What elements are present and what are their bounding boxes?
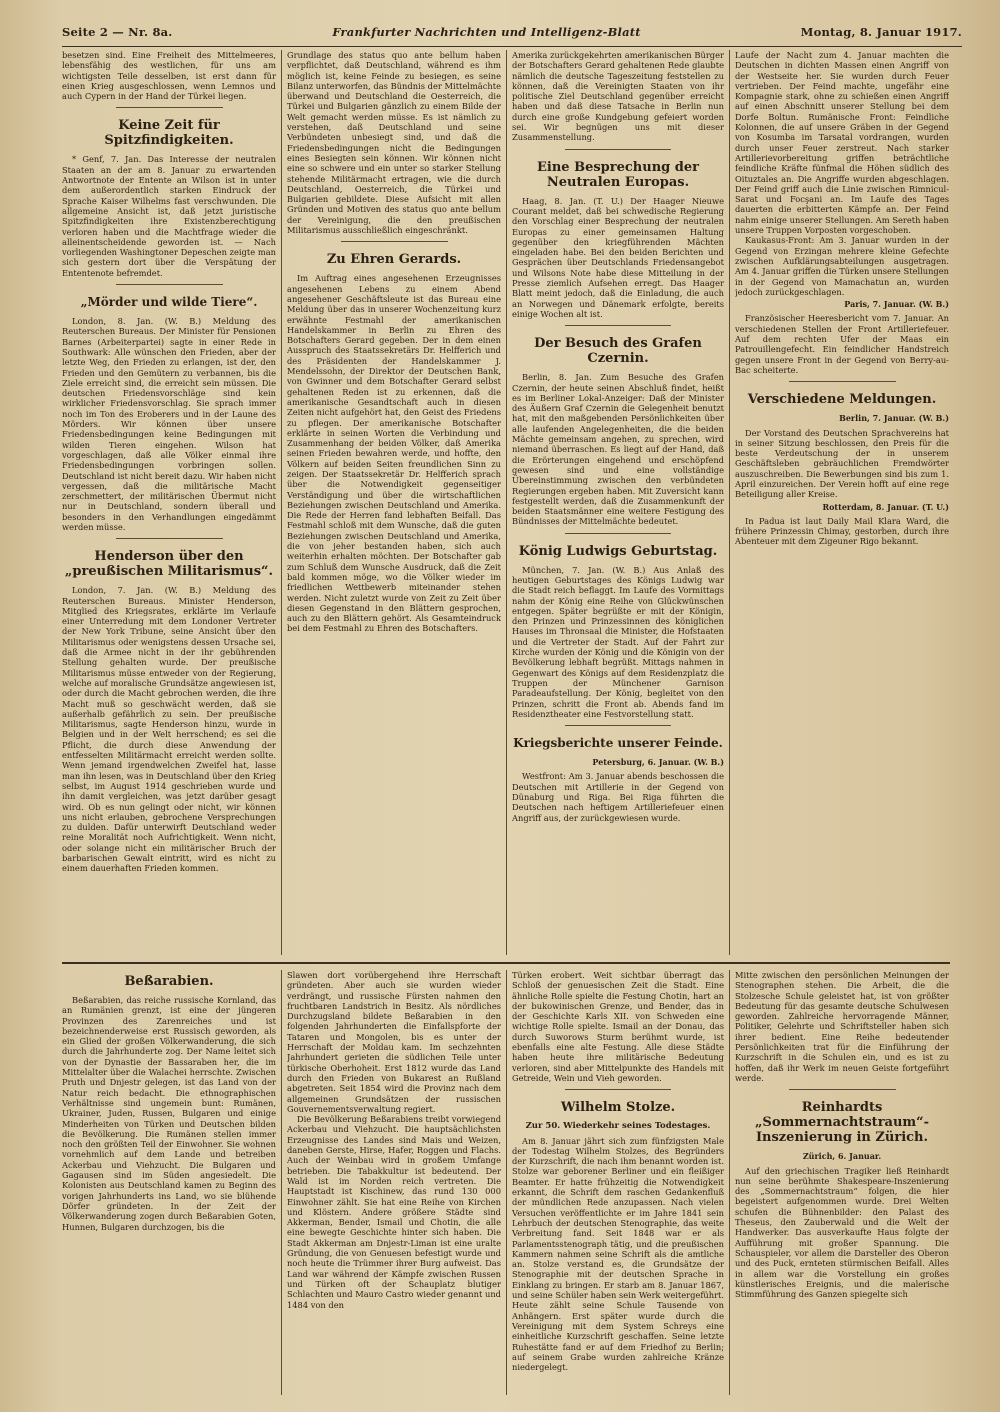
dateline: Rotterdam, 8. Januar. (T. U.)	[822, 501, 949, 512]
column-rule	[506, 970, 507, 1395]
headline-neutrale: Eine Besprechung der Neutralen Europas.	[537, 159, 699, 190]
newspaper-title: Frankfurter Nachrichten und Intelligenz-Blatt	[332, 25, 641, 39]
article-body: München, 7. Jan. (W. B.) Aus Anlaß des heutigen Geburtstages des Königs Ludwig war die Stadt reich beflaggt. Im Laufe des Vormittags nahm der König eine Reihe von Glückwünschen entgegen. Später begrüßte er mit der Königin, den Prinzen und Prinzessinnen des königlichen Hauses im Thronsaal die Minister, die Hofstaaten und die Vertreter der Stadt. Auf der Fahrt zur Kirche wurden der König und die Königin von der Bevölkerung lebhaft begrüßt. Mittags nahmen in Gegenwart des Königs auf dem Residenzplatz die Truppen der Münchener Garnison Paradeaufstellung. Der König, begleitet von den Prinzen, schritt die Front ab. Abends fand im Residenztheater eine Festvorstellung statt.	[512, 564, 724, 719]
column-rule	[281, 50, 282, 955]
article-body: Beßarabien, das reiche russische Kornland, das an Rumänien grenzt, ist eine der jüngeren Provinzen des Zarenreiches und ist bezeichnenderweise erst Russisch geworden, als ein Glied der großen Völkerwanderung, die sich durch die Jahrhunderte zog. Der Name leitet sich von der Dynastie der Bassaraben her, die im Mittelalter über die Walachei herrschte. Zwischen Pruth und Dnjestr gelegen, ist das Land von der Natur reich bedacht. Die ethnographischen Verhältnisse sind ungemein bunt: Rumänen, Ukrainer, Juden, Russen, Bulgaren und einige Minderheiten von Türken und Deutschen bilden die Bevölkerung. Die Rumänen stellen immer noch den größten Teil der Einwohner. Sie wohnen vornehmlich auf dem Lande und betreiben Ackerbau und Viehzucht. Die Bulgaren und Gagausen sind im Süden angesiedelt. Die Kolonisten aus Deutschland kamen zu Beginn des vorigen Jahrhunderts ins Land, wo sie blühende Dörfer gründeten. In der Zeit der Völkerwanderung zogen durch Beßarabien Goten, Hunnen, Bulgaren durchzogen, bis die	[62, 995, 276, 1232]
article-body: Der Vorstand des Deutschen Sprachvereins hat in seiner Sitzung beschlossen, den Preis für die beste Verdeutschung der in unserem Geschäftsleben gebräuchlichen Fremdwörter auszuschreiben. Die Bewerbungen sind bis zum 1. April einzureichen. Der Verein hofft auf eine rege Beteiligung aller Kreise.	[735, 427, 949, 500]
bottom-column-3	[512, 970, 724, 1395]
article-body: Westfront: Am 3. Januar abends beschossen die Deutschen mit Artillerie in der Gegend von Dünaburg und Riga. Bei Riga führten die Deutschen nach heftigem Artilleriefeuer einen Angriff aus, der zurückgewiesen wurde.	[512, 771, 724, 823]
article-body: London, 8. Jan. (W. B.) Meldung des Reuterschen Bureaus. Der Minister für Pensionen Barnes (Arbeiterpartei) sagte in einer Rede in Southwark: Alle wünschen den Frieden, aber der letzte Weg, den Frieden zu erlangen, ist der, den Frieden und den Gemütern zu verbannen, bis die Ziele erreicht sind, die erreicht sein müssen. Die deutschen Friedensvorschläge sind kein wirklicher Friedensvorschlag. Sie sprach immer noch im Ton des Eroberers und in der Laune des Mörders. Wir können über unsere Friedensbedingungen keine Bedingungen mit wilden Tieren eingehen. Wilson hat vorgeschlagen, daß alle Völker einmal ihre Friedensbedingungen vorbringen sollen. Deutschland ist nicht bereit dazu. Wir haben nicht vergessen, daß die militärische Macht zerschmettert, der militärischen Übermut nicht nur in Deutschland, sondern überall und besonders in den Verhandlungen eingedämmt werden müsse.	[62, 316, 276, 532]
headline-kriegsberichte: Kriegsberichte unserer Feinde.	[513, 736, 723, 751]
article-continuation: Türken erobert. Weit sichtbar überragt das Schloß der genuesischen Zeit die Stadt. Eine ähnliche Rolle spielte die Festung Chotin, hart an der bukowinischen Grenze, und Bender, das in der Geschichte Karls XII. von Schweden eine wichtige Rolle spielte. Ismail an der Donau, das durch Suworows Sturm berühmt wurde, ist ebenfalls eine alte Festung. Alle diese Städte haben heute ihre militärische Bedeutung verloren, sind aber Mittelpunkte des Handels mit Getreide, Wein und Vieh geworden.	[512, 970, 724, 1083]
divider	[565, 533, 671, 534]
article-body: In Padua ist laut Daily Mail Klara Ward, die frühere Prinzessin Chimay, gestorben, durch ihre Abenteuer mit dem Zigeuner Rigo bekannt.	[735, 515, 949, 547]
article-continuation: Grundlage des status quo ante bellum haben verpflichtet, daß Deutschland, während es ihm möglich ist, keine Feinde zu besiegen, es seine Bilanz unterworfen, das Bündnis der Mittelmächte überwand und Deutschland die Oesterreich, die Türkei und Bulgarien gänzlich zu einem Bilde der Welt gemacht werden müsse. Es ist nämlich zu verstehen, daß Deutschland und seine Verbündeten unbesiegt sind, und daß die Friedensbedingungen nicht die Bedingungen eines Besiegten sein können. Wir können nicht eine so schwere und ein unter so starker Stellung stehende Militärmacht ertragen, wie die durch Deutschland, Oesterreich, die Türkei und Bulgarien gebildete. Diese Aufsicht mit allen Gründen und Motiven des status quo ante bellum der Vereinigung, die den preußischen Militarismus ausschließlich eingeschränkt.	[287, 50, 501, 236]
article-continuation: besetzen sind. Eine Freiheit des Mittelmeeres, lebensfähig des westlichen, für uns am wichtigsten Teile desselben, ist erst dann für einen Krieg ausgeschlossen, wenn Lemnos und auch Cypern in der Hand der Türkei liegen.	[62, 50, 276, 102]
headline-moerder: „Mörder und wilde Tiere“.	[80, 295, 258, 310]
column-rule	[729, 970, 730, 1395]
article-continuation: Slawen dort vorübergehend ihre Herrschaft gründeten. Aber auch sie wurden wieder verdrängt, und russische Fürsten nahmen den fruchtbaren Landstrich in Besitz. Als nördliches Durchzugsland bildete Beßarabien in den folgenden Jahrhunderten die Einfallspforte der Tataren und Mongolen, bis es unter der Herrschaft der Moldau kam. Im sechzehnten Jahrhundert gerieten die südlichen Teile unter türkische Oberhoheit. Erst 1812 wurde das Land durch den Frieden von Bukarest an Rußland abgetreten. Seit 1854 wird die Provinz nach dem allgemeinen Grundsätzen der russischen Gouvernementsverwaltung regiert.	[287, 970, 501, 1114]
page-number: Seite 2 — Nr. 8a.	[62, 25, 173, 39]
article-continuation: Mitte zwischen den persönlichen Meinungen der Stenographen stehen. Die Arbeit, die die Stolzesche Schule geleistet hat, ist von größter Bedeutung für das gesamte deutsche Schulwesen geworden. Zahlreiche hervorragende Männer, Politiker, Gelehrte und Schriftsteller haben sich ihrer bedient. Eine Reihe bedeutender Persönlichkeiten trat für die Einführung der Kurzschrift in die Schulen ein, und es ist zu hoffen, daß ihr Werk im neuen Geiste fortgeführt werde.	[735, 970, 949, 1083]
headline-henderson: Henderson über den „preußischen Militarismus“.	[64, 549, 274, 580]
divider	[341, 241, 448, 242]
article-body: Französischer Heeresbericht vom 7. Januar. An verschiedenen Stellen der Front Artilleriefeuer. Auf dem rechten Ufer der Maas ein Patrouillengefecht. Ein feindlicher Handstreich gegen unsere Front in der Gegend von Berry-au-Bac scheiterte.	[735, 313, 949, 375]
column-rule	[729, 50, 730, 955]
top-column-2	[287, 50, 501, 955]
article-body: Am 8. Januar jährt sich zum fünfzigsten Male der Todestag Wilhelm Stolzes, des Begründers der Kurzschrift, die nach ihm benannt worden ist. Stolze war geborener Berliner und ein fleißiger Beamter. Er hatte frühzeitig die Notwendigkeit erkannt, die Schrift dem raschen Gedankenfluß der mündlichen Rede anzupassen. Nach vielen Versuchen veröffentlichte er im Jahre 1841 sein Lehrbuch der deutschen Stenographie, das weite Verbreitung fand. Seit 1848 war er als Parlamentsstenograph tätig, und die preußischen Kammern nahmen seine Schrift als die amtliche an. Stolze verstand es, die Grundsätze der Stenographie mit der deutschen Sprache in Einklang zu bringen. Er starb am 8. Januar 1867, und seine Schüler haben sein Werk weitergeführt. Heute zählt seine Schule Tausende von Anhängern. Erst später wurde durch die Vereinigung mit dem System Schreys eine einheitliche Kurzschrift geschaffen. Seine letzte Ruhestätte fand er auf dem Friedhof zu Berlin; auf seinem Grabe wurden zahlreiche Kränze niedergelegt.	[512, 1135, 724, 1373]
article-body: London, 7. Jan. (W. B.) Meldung des Reuterschen Bureaus. Minister Henderson, Mitglied des Kriegsrates, erklärte im Verlaufe einer Unterredung mit dem Londoner Vertreter der New York Tribune, seine Ansicht über den Militarismus oder wenigstens dessen Ursache sei, daß die Armee nicht in der ihr gebührenden Stellung gehalten wurde. Der preußische Militarismus müsse entweder von der Regierung, welche auf moralische Grundsätze angewiesen ist, oder durch die Macht gebrochen werden, die ihre Macht muß so geschwächt werden, daß sie außerhalb gefährlich zu sein. Der preußische Militarismus, sagte Henderson hinzu, wurde in Belgien und in der Welt herrschend; es sei die Pflicht, die durch diese Anwendung der entfesselten Militärmacht erreicht werden sollte. Wenn jemand irgendwelchen Zweifel hat, lasse man ihn lesen, was in Deutschland über den Krieg selbst, im August 1914 geschrieben wurde und ihn damit vergleichen, was jetzt darüber gesagt wird. Ob es nun gelingt oder nicht, wir können uns nicht erlauben, gebrochene Versprechungen zu dulden. Dafür unterwirft Deutschland weder reine Moralität noch Aufrichtigkeit. Wenn nicht, oder solange nicht ein militärischer Bruch der barbarischen Gewalt eintritt, wird es nicht zu einem dauerhaften Frieden kommen.	[62, 585, 276, 874]
article-continuation: Laufe der Nacht zum 4. Januar machten die Deutschen in dichten Massen einen Angriff von der Westseite her. Sie wurden durch Feuer vertrieben. Der Feind machte, ungefähr eine Kompagnie stark, ohne zu schießen einen Angriff auf einen Abschnitt unserer Stellung bei dem Dorfe Boltun. Rumänische Front: Feindliche Kolonnen, die auf unsere Gräben in der Gegend von Kosumba im Tarsatal vordrangen, wurden durch unser Feuer zerstreut. Nach starker Artillerievorbereitung griffen beträchtliche feindliche Kräfte fünfmal die Höhen südlich des Oituztales an. Die Angriffe wurden abgeschlagen. Der Feind griff auch die Linie zwischen Rimnicul-Sarat und Focşani an. Im Laufe des Tages dauerten die erbitterten Kämpfe an. Der Feind nahm einige unserer Stellungen. Am Sereth haben unsere Truppen Vorposten vorgeschoben.	[735, 50, 949, 236]
headline-stolze: Wilhelm Stolze.	[560, 1100, 676, 1116]
headline-reinhardt: Reinhardts „Sommernachtstraum“-Inszenierung in Zürich.	[754, 1100, 930, 1146]
headline-spitzfindigkeiten: Keine Zeit für Spitzfindigkeiten.	[104, 118, 234, 149]
column-rule	[281, 970, 282, 1395]
article-body: Auf den griechischen Tragiker ließ Reinhardt nun seine berühmte Shakespeare-Inszenierung des „Sommernachtstraum“ folgen, die hier begeistert aufgenommen wurde. Drei Welten schufen die Bühnenbilder: den Palast des Theseus, den Zauberwald und die Welt der Handwerker. Das ausverkaufte Haus folgte der Aufführung mit großer Spannung. Die Schauspieler, vor allem die Darsteller des Oberon und des Puck, ernteten stürmischen Beifall. Alles in allem war die Vorstellung ein großes künstlerisches Ereignis, und die malerische Stimmführung des Ganzen spiegelte sich	[735, 1165, 949, 1300]
article-body: Haag, 8. Jan. (T. U.) Der Haager Nieuwe Courant meldet, daß bei schwedische Regierung den Vorschlag einer Besprechung der neutralen Europas zu einer gemeinsamen Haltung gegenüber den kriegführenden Mächten eingeladen habe. Bei den beiden Berichten und Gesprächen über Deutschlands Friedensangebot und Wilsons Note habe diese Mitteilung in der Presse ziemlich Aufsehen erregt. Das Haager Blatt meint jedoch, daß die Einladung, die auch an Norwegen und Dänemark erfolgte, bereits einige Wochen alt ist.	[512, 195, 724, 319]
dateline: Paris, 7. Januar. (W. B.)	[844, 299, 949, 310]
dateline: Petersburg, 6. Januar. (W. B.)	[592, 757, 724, 768]
divider	[116, 284, 223, 285]
dateline: Berlin, 7. Januar. (W. B.)	[839, 413, 949, 424]
feuilleton-rule	[62, 962, 950, 964]
divider	[565, 325, 671, 326]
divider	[116, 538, 223, 539]
article-continuation: Amerika zurückgekehrten amerikanischen Bürger der Botschafters Gerard gehaltenen Rede glaubte nämlich die deutsche Tageszeitung feststellen zu können, daß die Vereinigten Staaten von ihr politische Ziel Deutschland gegenüber erreicht haben und daß diese Tatsache in Berlin nun durch eine große Kundgebung gefeiert worden sei. Wir begnügen uns mit dieser Zusammenstellung.	[512, 50, 724, 143]
page-header	[62, 22, 962, 47]
top-column-1	[62, 50, 276, 955]
divider	[565, 725, 671, 726]
headline-gerard: Zu Ehren Gerards.	[326, 252, 462, 268]
divider	[116, 107, 223, 108]
column-rule	[506, 50, 507, 955]
article-body: Berlin, 8. Jan. Zum Besuche des Grafen Czernin, der heute seinen Abschluß findet, heißt es im Berliner Lokal-Anzeiger: Daß der Minister des Äußern Graf Czernin die Gelegenheit benutzt hat, mit den maßgebenden Persönlichkeiten über alle laufenden Angelegenheiten, die die beiden Mächte gemeinsam angehen, zu sprechen, wird niemand überraschen. Es liegt auf der Hand, daß die Erörterungen eingehend und erschöpfend gewesen sind und eine vollständige Übereinstimmung zwischen den verbündeten Regierungen ergeben haben. Mit Zuversicht kann festgestellt werden, daß die Zusammenkunft der beiden Staatsmänner eine weitere Festigung des Bündnisses der Mittelmächte bedeutet.	[512, 372, 724, 527]
bottom-column-2	[287, 970, 501, 1395]
issue-date: Montag, 8. Januar 1917.	[800, 25, 962, 39]
headline-verschiedene: Verschiedene Meldungen.	[747, 392, 937, 408]
headline-bessarabien: Beßarabien.	[124, 974, 214, 989]
bottom-column-4	[735, 970, 949, 1395]
headline-czernin: Der Besuch des Grafen Czernin.	[534, 336, 702, 367]
article-body: Im Auftrag eines angesehenen Erzeugnisses angesehenen Lebens zu einem Abend angesehener Geschäftsleute ist das Bureau eine Meldung über das in unserer Wochenzeitung kurz erwähnte Festmahl der amerikanischen Handelskammer in Berlin zu Ehren des Botschafters Gerard gegeben. Der in dem einen Ausspruch des Staatssekretärs Dr. Helfferich und des Präsidenten der Handelskammer J. Mendelssohn, der Direktor der Deutschen Bank, von Gwinner und dem Botschafter Gerard selbst gehaltenen Reden ist zu erkennen, daß die amerikanische Gesandtschaft auch in diesen Zeiten nicht aufgehört hat, den Geist des Friedens zu pflegen. Der amerikanische Botschafter erklärte in seinen Worten die Verbindung und Zusammenhang der beiden Völker, daß Amerika seinen Frieden bewahren werde, und hoffte, den Völkern auf beiden Seiten freundlichen Sinn zu zeigen. Der Staatssekretär Dr. Helfferich sprach über die Notwendigkeit gegenseitiger Verständigung und über die wirtschaftlichen Beziehungen zwischen Deutschland und Amerika. Die Rede der Herren fand lebhaften Beifall. Das Festmahl schloß mit dem Wunsche, daß die guten Beziehungen zwischen Deutschland und Amerika, die von jeher bestanden haben, sich auch weiterhin erhalten möchten. Der Botschafter gab zum Schluß dem Wunsche Ausdruck, daß die Zeit bald kommen möge, wo die Völker wieder im friedlichen Wettbewerb miteinander stehen werden. Nicht zuletzt wurde von Zeit zu Zeit über diesen Gegenstand in den Blättern gesprochen, auch zu den Blättern gehört. Als Gesamteindruck bei dem Festmahl zu Ehren des Botschafters.	[287, 273, 501, 634]
top-column-3	[512, 50, 724, 955]
bottom-column-1	[62, 970, 276, 1395]
article-body: Die Bevölkerung Beßarabiens treibt vorwiegend Ackerbau und Viehzucht. Die hauptsächlichsten Erzeugnisse des Landes sind Mais und Weizen, daneben Gerste, Hirse, Hafer, Roggen und Flachs. Auch der Weinbau wird in großem Umfange betrieben. Die Tabakkultur ist bedeutend. Der Wald ist im Norden reich vertreten. Die Hauptstadt ist Kischinew, das rund 130 000 Einwohner zählt. Sie hat eine Reihe von Kirchen und Klöstern. Andere größere Städte sind Akkerman, Bender, Ismail und Chotin, die alle eine bewegte Geschichte hinter sich haben. Die Stadt Akkerman am Dnjestr-Liman ist eine uralte Gründung, die von Genuesen befestigt wurde und noch heute die Trümmer ihrer Burg aufweist. Das Land war während der Kämpfe zwischen Russen und Türken oft der Schauplatz blutiger Schlachten und Mauro Castro wieder genannt und 1484 von den	[287, 1114, 501, 1310]
article-body: * Genf, 7. Jan. Das Interesse der neutralen Staaten an der am 8. Januar zu erwartenden Antwortnote der Entente an Wilson ist in unter dem außerordentlich starken Eindruck der Sprache Kaiser Wilhelms fast verschwunden. Die allgemeine Ansicht ist, daß jetzt juristische Spitzfindigkeiten ihre Existenzberechtigung verloren haben und die Machtfrage wieder die alleinentscheidende geworden ist. — Nach vorliegenden Washingtoner Depeschen zeigte man sich gestern dort über die Verspätung der Ententenote befremdet.	[62, 154, 276, 278]
subheadline-stolze: Zur 50. Wiederkehr seines Todestages.	[525, 1121, 711, 1132]
top-column-4	[735, 50, 949, 955]
article-body: Kaukasus-Front: Am 3. Januar wurden in der Gegend von Erzingan mehrere kleine Gefechte zwischen Aufklärungsabteilungen ausgetragen. Am 4. Januar griffen die Türken unsere Stellungen in der Gegend von Mamachatun an, wurden jedoch zurückgeschlagen.	[735, 235, 949, 297]
headline-koenig-ludwig: König Ludwigs Geburtstag.	[518, 543, 718, 559]
divider	[565, 149, 671, 150]
divider	[789, 381, 896, 382]
divider	[565, 1089, 671, 1090]
dateline: Zürich, 6. Januar.	[802, 1151, 882, 1162]
divider	[789, 1089, 896, 1090]
